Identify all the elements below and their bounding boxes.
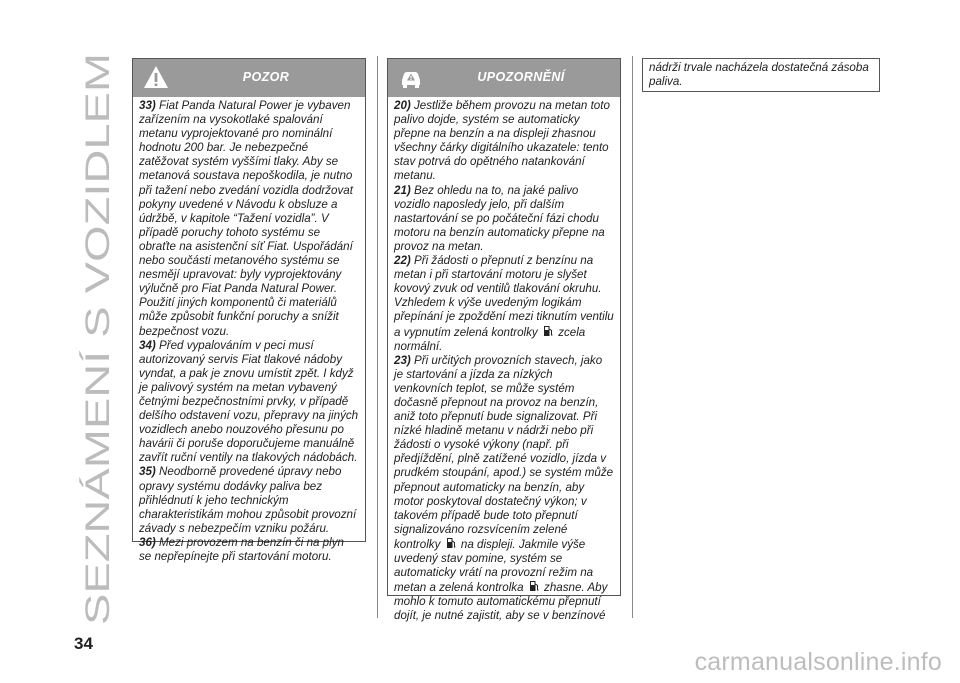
upozorneni-paragraph-23: 23) Při určitých provozních stavech, jako je startování a jízda za nízkých venkovních teplot, se může systém dočasně přepnout na provoz na benzín, aniž toto přepnutí bude signalizovat. Při nízké hladině metanu v nádrži nebo při žádosti o vysoké výkony (např. při předjíždění, plně zatížené vozidlo, jízda v prudkém stoupání, apod.) se systém může přepnout automaticky na benzín, aby motor poskytoval dostatečný výkon; v takovém případě bude toto přepnutí signalizováno rozsvícením zelené kontrolky na displeji. Jakmile výše uvedený stav pomine, systém se automaticky vrátí na provozní režim na metan a zelená kontrolka zhasne. Aby mohlo k tomuto automatickému přepnutí dojít, je nutné zajistit, aby se v benzínové [394,353,614,623]
watermark: carmanualsonline.info [694,648,942,676]
fuel-pump-icon [529,580,539,592]
section-title [72,40,118,625]
upozorneni-box [387,58,621,623]
section-title-text: SEZNÁMENÍ S VOZIDLEM [79,211,117,625]
upozorneni-header [388,59,620,97]
continuation-text: nádrži trvale nacházela dostatečná zásoba paliva. [649,61,869,89]
upozorneni-paragraph-22: 22) Při žádosti o přepnutí z benzínu na metan i při startování motoru je slyšet kovový zvuk od ventilů tlakování okruhu. Vzhledem k výše uvedeným logikám přepínání je zpoždění mezi tiknutím ventilu a vypnutím zelená kontrolky zcela normální. [394,254,614,353]
fuel-pump-icon [446,537,456,549]
pozor-paragraph-34: 34) Před vypalováním v peci musí autorizovaný servis Fiat tlakové nádoby vyndat, a pak je znovu umístit zpět. I když je palivový systém na metan vybavený četnými bezpečnostními prvky, v případě delšího odstavení vozu, přepravy na jiných vozidlech anebo nouzového přesunu po havárii či poruše doporučujeme manuálně zavřít ruční ventily na tlakových nádobách. [139,338,359,465]
pozor-paragraph-36: 36) Mezi provozem na benzín či na plyn se nepřepínejte při startování motoru. [139,535,344,563]
column-divider-2 [632,56,633,618]
pozor-paragraph-33: 33) Fiat Panda Natural Power je vybaven zařízením na vysokotlaké spalování metanu vyprojektované pro nominální hodnotu 200 bar. Je nebezpečné zatěžovat systém vyššími tlaky. Aby se metanová soustava nepoškodila, je nutno při tažení nebo zvedání vozidla dodržovat pokyny uvedené v Návodu k obsluze a údržbě, v kapitole “Tažení vozidla”. V případě poruchy tohoto systému se obraťte na asistenční síť Fiat. Uspořádání nebo součásti metanového systému se nesmějí upravovat: byly vyprojektovány výlučně pro Fiat Panda Natural Power. Použití jiných komponentů či materiálů může způsobit funkční poruchy a snížit bezpečnost vozu. [139,99,353,338]
upozorneni-body [388,97,620,627]
upozorneni-title: UPOZORNĚNÍ [477,70,565,84]
fuel-pump-icon [543,325,553,337]
pozor-header [133,59,365,97]
pozor-paragraph-35: 35) Neodborně provedené úpravy nebo opravy systému dodávky paliva bez přihlédnutí k jeho technickým charakteristikám mohou způsobit provozní závady s nebezpečím vzniku požáru. [139,465,357,535]
pozor-body [133,97,365,568]
column-divider-1 [377,56,378,618]
page-number: 34 [74,634,93,653]
upozorneni-paragraph-20: 20) Jestliže během provozu na metan toto palivo dojde, systém se automaticky přepne na benzín a na displeji zhasnou všechny čárky digitálního ukazatele: tento stav potrvá do opětného natankování metanu. [394,99,610,183]
pozor-title: POZOR [242,70,290,84]
pozor-box [132,58,366,563]
upozorneni-paragraph-21: 21) Bez ohledu na to, na jaké palivo vozidlo naposledy jelo, při dalším nastartování se po počáteční fázi chodu motoru na benzín automaticky přepne na provoz na metan. [394,183,605,253]
continuation-body [643,59,879,93]
continuation-box [642,58,880,92]
